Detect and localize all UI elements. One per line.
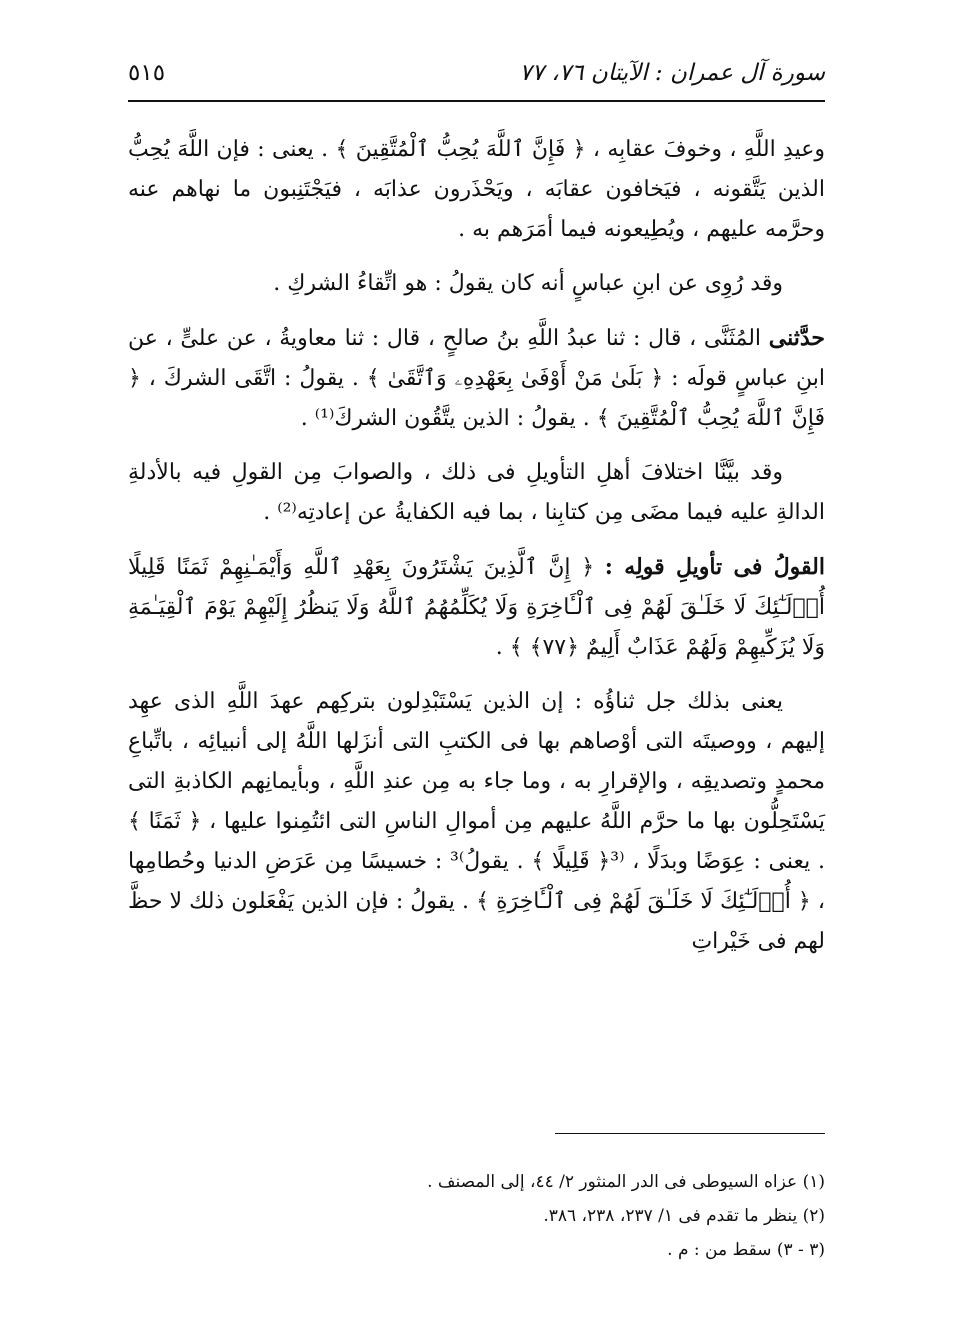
- paragraph-3-text: المُثَنَّى ، قال : ثنا عبدُ اللَّهِ بنُ صالحٍ ، قال : ثنا معاويةُ ، عن علىٍّ ، عن ابنِ عباسٍ قولَه : ﴿ بَلَىٰ مَنْ أَوْفَىٰ بِعَهْدِهِۦ وَٱتَّقَىٰ ﴾ . يقولُ : اتَّقَى الشركَ ، ﴿ فَإِنَّ ٱللَّهَ يُحِبُّ ٱلْمُتَّقِينَ ﴾ . يقولُ : الذين يتَّقُون الشركَ⁽¹⁾ .: [128, 326, 825, 431]
- running-title: سورة آل عمران : الآيتان ٧٦، ٧٧: [519, 60, 825, 86]
- paragraph-6-text: يعنى بذلك جل ثناؤُه : إن الذين يَسْتَبْدِلون بتركِهم عهدَ اللَّهِ الذى عهِد إليهم ، ووصيتَه التى أوْصاهم بها فى الكتبِ التى أنزَلها اللَّهُ إلى أنبيائِه ، باتِّباعِ محمدٍ وتصديقِه ، والإقرارِ به ، وما جاء به مِن عندِ اللَّهِ ، وبأيمانِهم الكاذبةِ التى يَسْتَحِلُّون بها ما حرَّم اللَّهُ عليهم مِن أموالِ الناسِ التى ائتُمِنوا عليها ، ﴿ ثَمَنًا ﴾ . يعنى : عِوَضًا وبدَلًا ، ⁽³﴿ قَلِيلًا ﴾ . يقولُ⁾³ : خسيسًا مِن عَرَضِ الدنيا وحُطامِها ، ﴿ أُو۟لَـٰٓئِكَ لَا خَلَـٰقَ لَهُمْ فِى ٱلْـَٔاخِرَةِ ﴾ . يقولُ : فإن الذين يَفْعَلون ذلك لا حظَّ لهم فى خَيْراتِ: [128, 689, 825, 954]
- paragraph-5: [128, 547, 825, 668]
- page-header: [128, 60, 825, 94]
- footnote-divider: [555, 1133, 825, 1134]
- paragraph-5-lead: القولُ فى تأويلِ قولِه :: [604, 554, 825, 580]
- footnotes: [128, 1165, 825, 1267]
- paragraph-3-lead: حدَّثنى: [768, 325, 825, 351]
- main-text: [128, 130, 825, 976]
- footnote-3: (٣ - ٣) سقط من : م .: [667, 1240, 825, 1260]
- paragraph-3: [128, 318, 825, 439]
- paragraph-4-text: وقد بيَّنَّا اختلافَ أهلِ التأويلِ فى ذلك ، والصوابَ مِن القولِ فيه بالأدلةِ الدالةِ عليه فيما مضَى مِن كتابِنا ، بما فيه الكفايةُ عن إعادتِه⁽²⁾ .: [128, 460, 825, 525]
- paragraph-2: [128, 264, 825, 304]
- footnote-2: (٢) ينظر ما تقدم فى ١/ ٢٣٧، ٢٣٨، ٣٨٦.: [543, 1206, 825, 1226]
- paragraph-6: [128, 682, 825, 962]
- header-divider: [128, 100, 825, 102]
- paragraph-4: [128, 453, 825, 533]
- footnote-1: (١) عزاه السيوطى فى الدر المنثور ٢/ ٤٤، إلى المصنف .: [427, 1172, 825, 1192]
- page-number: ٥١٥: [128, 60, 166, 86]
- paragraph-5-text: ﴿ إِنَّ ٱلَّذِينَ يَشْتَرُونَ بِعَهْدِ ٱللَّهِ وَأَيْمَـٰنِهِمْ ثَمَنًا قَلِيلًا أُو۟لَـٰٓئِكَ لَا خَلَـٰقَ لَهُمْ فِى ٱلْـَٔاخِرَةِ وَلَا يُكَلِّمُهُمُ ٱللَّهُ وَلَا يَنظُرُ إِلَيْهِمْ يَوْمَ ٱلْقِيَـٰمَةِ وَلَا يُزَكِّيهِمْ وَلَهُمْ عَذَابٌ أَلِيمٌ ﴿٧٧﴾ ﴾ .: [128, 555, 825, 660]
- paragraph-1: [128, 130, 825, 250]
- paragraph-2-text: وقد رُوِى عن ابنِ عباسٍ أنه كان يقولُ : هو اتِّقاءُ الشركِ .: [273, 271, 783, 296]
- paragraph-1-text: وعيدِ اللَّهِ ، وخوفَ عقابِه ، ﴿ فَإِنَّ ٱللَّهَ يُحِبُّ ٱلْمُتَّقِينَ ﴾ . يعنى : فإن اللَّهَ يُحِبُّ الذين يَتَّقونه ، فيَخافون عقابَه ، ويَحْذَرون عذابَه ، فيَجْتَنِبون ما نهاهم عنه وحرَّمه عليهم ، ويُطِيعونه فيما أمَرَهم به .: [128, 137, 825, 242]
